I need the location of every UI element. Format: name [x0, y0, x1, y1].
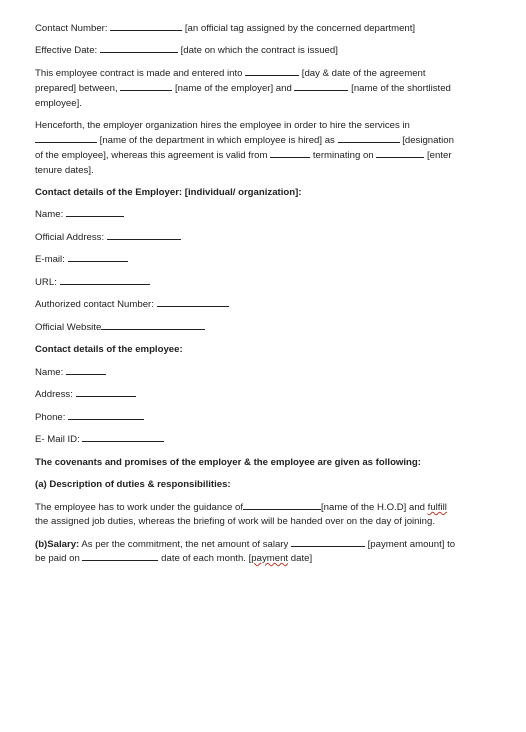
duties-text-1b: [name of the H.O.D] and — [321, 502, 425, 513]
hire-text-3b: terminating on — [312, 150, 374, 161]
employee-email-label: E- Mail ID: — [35, 434, 80, 445]
employer-address-label: Official Address: — [35, 232, 105, 243]
employer-email-label: E-mail: — [35, 254, 65, 265]
salary-text-2b: date of each month. — [161, 553, 246, 564]
hire-line-1: Henceforth, the employer organization hires the employee in order to hire the services in — [35, 120, 410, 131]
effective-date-label: Effective Date: — [35, 45, 98, 56]
salary-text-1a: As per the commitment, the net amount of salary — [79, 539, 289, 550]
employer-website-field[interactable] — [101, 320, 205, 330]
duties-line-1 — [35, 500, 447, 515]
employer-name-label: Name: — [35, 209, 64, 220]
contact-number-blank[interactable] — [110, 21, 182, 31]
hire-text-3c: [enter — [426, 150, 452, 161]
salary-text-2c: [payment — [248, 553, 289, 564]
valid-from-blank[interactable] — [270, 148, 310, 158]
employee-heading: Contact details of the employee: — [35, 344, 183, 355]
intro-text-2b: [name of the employer] and — [175, 83, 292, 94]
employer-website-label: Official Website — [35, 322, 102, 333]
designation-blank[interactable] — [338, 133, 400, 143]
intro-text-2a: prepared] between, — [35, 83, 118, 94]
employer-email-field[interactable] — [68, 252, 128, 262]
salary-label: (b)Salary: — [35, 539, 80, 550]
department-blank[interactable] — [35, 133, 97, 143]
employee-phone-label: Phone: — [35, 412, 66, 423]
employer-url-line — [35, 275, 150, 290]
effective-date-line — [35, 43, 338, 58]
hire-text-3a: of the employee], whereas this agreement is valid from — [35, 150, 268, 161]
employee-address-label: Address: — [35, 389, 73, 400]
intro-line-3: employee]. — [35, 98, 82, 109]
hire-text-2b: [designation — [402, 135, 454, 146]
employer-url-label: URL: — [35, 277, 57, 288]
employee-address-line — [35, 387, 136, 402]
employee-name-field[interactable] — [66, 365, 106, 375]
hire-line-3 — [35, 148, 452, 163]
employee-name-blank[interactable] — [294, 81, 348, 91]
hire-line-4: tenure dates]. — [35, 165, 94, 176]
agreement-date-blank[interactable] — [245, 66, 299, 76]
intro-text-1a: This employee contract is made and entered into — [35, 68, 243, 79]
terminating-on-blank[interactable] — [376, 148, 424, 158]
payment-amount-blank[interactable] — [291, 537, 365, 547]
hire-line-2 — [35, 133, 454, 148]
employee-name-label: Name: — [35, 367, 64, 378]
employee-phone-line — [35, 410, 144, 425]
employer-address-field[interactable] — [107, 230, 181, 240]
employee-address-field[interactable] — [76, 387, 136, 397]
employee-name-line — [35, 365, 106, 380]
contact-number-line — [35, 21, 415, 36]
salary-text-1b: [payment amount] to — [367, 539, 456, 550]
employer-contact-line — [35, 297, 229, 312]
duties-text-1c: fulfill — [427, 502, 447, 513]
employee-phone-field[interactable] — [68, 410, 144, 420]
employer-website-line — [35, 320, 205, 335]
employer-name-blank[interactable] — [120, 81, 172, 91]
effective-date-note: [date on which the contract is issued] — [180, 45, 338, 56]
intro-line-1 — [35, 66, 426, 81]
employer-name-field[interactable] — [66, 207, 124, 217]
employer-heading: Contact details of the Employer: [individual/ organization]: — [35, 187, 302, 198]
duties-text-1a: The employee has to work under the guidance of — [35, 502, 243, 513]
employer-contact-label: Authorized contact Number: — [35, 299, 154, 310]
salary-line-1 — [35, 537, 455, 552]
employer-url-field[interactable] — [60, 275, 150, 285]
employer-address-line — [35, 230, 181, 245]
intro-text-2c: [name of the shortlisted — [351, 83, 451, 94]
intro-text-1b: [day & date of the agreement — [301, 68, 426, 79]
duties-line-2: the assigned job duties, whereas the briefing of work will be handed over on the day of joining. — [35, 516, 435, 527]
employee-email-field[interactable] — [82, 432, 164, 442]
pay-date-blank[interactable] — [82, 551, 158, 561]
salary-text-2a: be paid on — [35, 553, 80, 564]
hod-name-blank[interactable] — [243, 500, 321, 510]
contact-number-note: [an official tag assigned by the concerned department] — [184, 23, 416, 34]
contact-number-label: Contact Number: — [35, 23, 108, 34]
employee-email-line — [35, 432, 164, 447]
employer-email-line — [35, 252, 128, 267]
effective-date-blank[interactable] — [100, 43, 178, 53]
covenants-heading: The covenants and promises of the employer & the employee are given as following: — [35, 457, 421, 468]
hire-text-2a: [name of the department in which employee is hired] as — [99, 135, 335, 146]
duties-heading: (a) Description of duties & responsibilities: — [35, 479, 231, 490]
employer-name-line — [35, 207, 124, 222]
salary-text-2d: date] — [288, 553, 313, 564]
salary-line-2 — [35, 551, 312, 566]
employer-contact-field[interactable] — [157, 297, 229, 307]
intro-line-2 — [35, 81, 451, 96]
